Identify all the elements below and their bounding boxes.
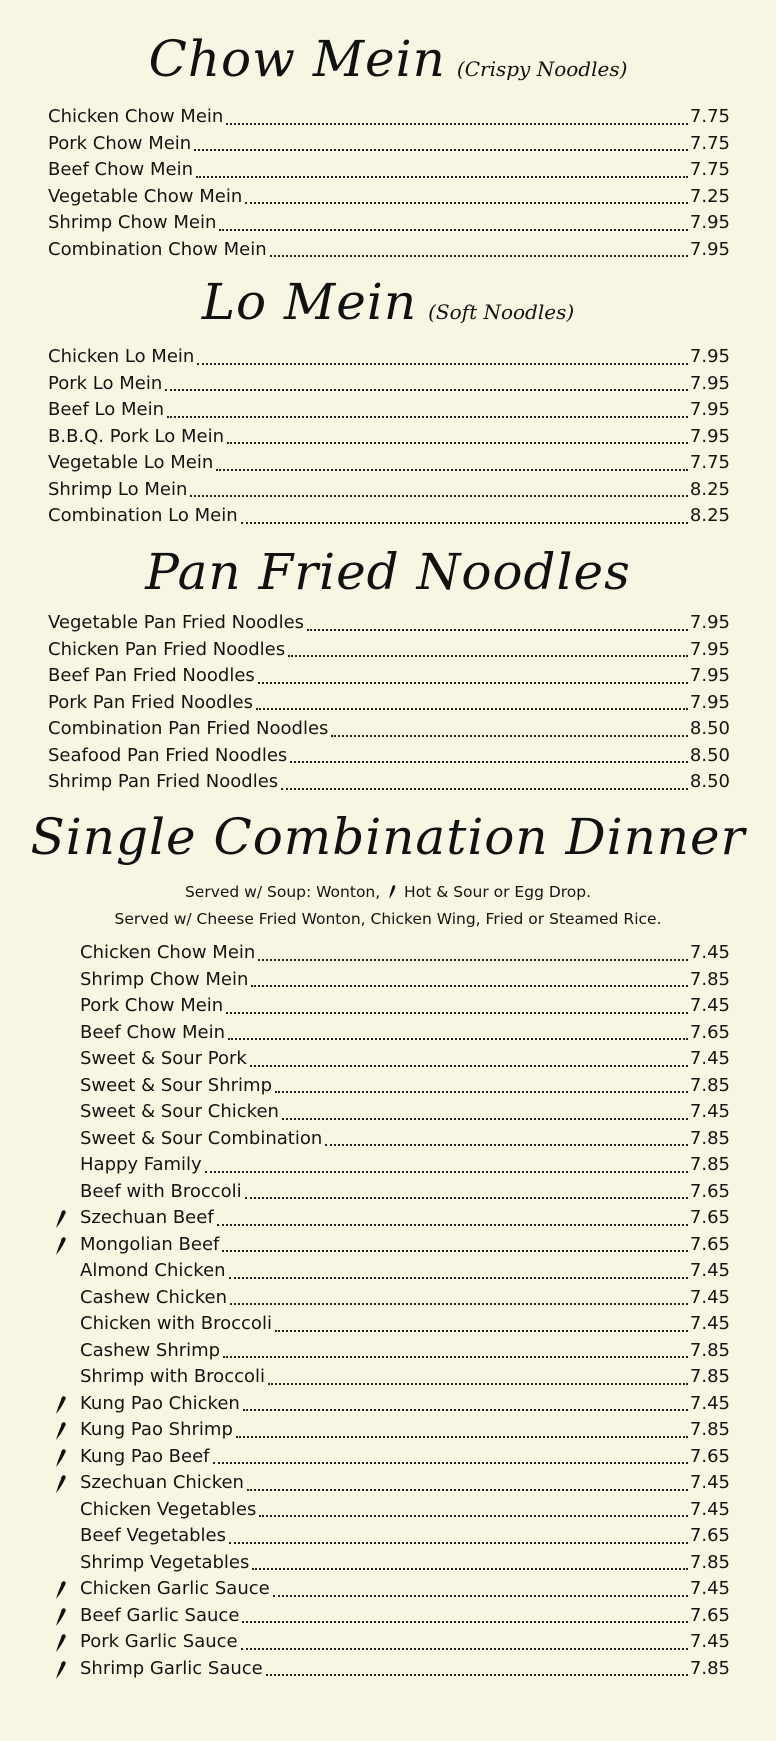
dot-leader — [213, 1462, 688, 1464]
menu-item-name: Combination Lo Mein — [48, 505, 238, 526]
dot-leader — [226, 1012, 688, 1014]
menu-item — [80, 1205, 730, 1232]
menu-item-price: 7.65 — [689, 1207, 730, 1228]
menu-item-name: Cashew Shrimp — [80, 1339, 221, 1361]
menu-item — [48, 743, 730, 770]
menu-item-price: 7.45 — [689, 1472, 730, 1493]
menu-item — [48, 131, 730, 158]
menu-item-price: 7.45 — [689, 995, 730, 1016]
dot-leader — [256, 708, 688, 710]
menu-item — [80, 1523, 730, 1550]
menu-item — [80, 1364, 730, 1391]
menu-item — [80, 1232, 730, 1259]
menu-item-name: Shrimp Lo Mein — [48, 478, 188, 500]
menu-item-price: 7.45 — [689, 1286, 730, 1308]
menu-item-price: 7.65 — [689, 1445, 730, 1467]
menu-item-price: 7.45 — [689, 1313, 730, 1334]
dot-leader — [217, 1224, 688, 1226]
menu-item-name: Chicken Chow Mein — [48, 106, 224, 127]
dot-leader — [222, 1250, 688, 1252]
menu-item-name: Mongolian Beef — [80, 1233, 220, 1255]
single-combo-list — [80, 940, 730, 1682]
lo-mein-list — [48, 344, 730, 530]
dot-leader — [229, 1542, 688, 1544]
menu-item-price: 7.95 — [689, 346, 730, 367]
menu-item — [80, 1311, 730, 1338]
dot-leader — [250, 1065, 688, 1067]
menu-item-price: 7.85 — [689, 1154, 730, 1175]
menu-item-name: Chicken with Broccoli — [80, 1313, 272, 1334]
dot-leader — [243, 1409, 688, 1411]
menu-item-name: Shrimp with Broccoli — [80, 1366, 266, 1387]
menu-item-price: 7.85 — [689, 1339, 730, 1361]
dot-leader — [275, 1330, 688, 1332]
menu-item-price: 7.95 — [689, 399, 730, 420]
menu-item — [48, 477, 730, 504]
section-title: Chow Mein — [148, 30, 446, 88]
menu-item-price: 7.45 — [689, 1578, 730, 1599]
menu-item-name: Shrimp Garlic Sauce — [80, 1657, 263, 1679]
lo-mein-heading — [0, 273, 776, 331]
dot-leader — [230, 1303, 688, 1305]
menu-item-name: Vegetable Lo Mein — [48, 452, 214, 473]
menu-item-price: 7.95 — [689, 612, 730, 633]
menu-item-price: 8.25 — [689, 478, 730, 500]
menu-item-name: Vegetable Pan Fried Noodles — [48, 612, 305, 633]
menu-item-price: 7.75 — [689, 132, 730, 154]
menu-item-name: Cashew Chicken — [80, 1286, 228, 1308]
dot-leader — [223, 1356, 688, 1358]
menu-item — [48, 690, 730, 717]
menu-item-name: Kung Pao Shrimp — [80, 1419, 233, 1440]
menu-item — [48, 237, 730, 264]
menu-item-price: 7.75 — [689, 106, 730, 127]
menu-item — [80, 1126, 730, 1153]
menu-item — [48, 663, 730, 690]
menu-item — [80, 1656, 730, 1683]
menu-item — [80, 1629, 730, 1656]
menu-item-name: Chicken Chow Mein — [80, 942, 256, 963]
dot-leader — [266, 1674, 688, 1676]
chili-pepper-icon — [54, 1237, 68, 1255]
dot-leader — [258, 959, 688, 961]
menu-item-price: 7.85 — [689, 1366, 730, 1387]
menu-item-name: Vegetable Chow Mein — [48, 185, 243, 207]
menu-item-price: 7.45 — [689, 1048, 730, 1069]
dot-leader — [236, 1436, 688, 1438]
dot-leader — [281, 788, 688, 790]
dot-leader — [251, 985, 688, 987]
menu-item-name: Chicken Pan Fried Noodles — [48, 638, 286, 660]
menu-item-name: Combination Pan Fried Noodles — [48, 718, 329, 739]
menu-item-name: Seafood Pan Fried Noodles — [48, 744, 288, 766]
chili-pepper-icon — [54, 1210, 68, 1228]
menu-item — [80, 1391, 730, 1418]
menu-item-name: B.B.Q. Pork Lo Mein — [48, 425, 224, 447]
chili-pepper-icon — [54, 1422, 68, 1440]
menu-item-name: Chicken Lo Mein — [48, 346, 195, 367]
dot-leader — [259, 1515, 688, 1517]
menu-item-name: Beef Chow Mein — [48, 159, 194, 180]
menu-item — [48, 397, 730, 424]
dot-leader — [288, 655, 688, 657]
menu-item-price: 7.95 — [689, 372, 730, 394]
menu-item-name: Kung Pao Beef — [80, 1445, 210, 1467]
menu-item-name: Combination Chow Mein — [48, 238, 267, 260]
menu-item-name: Almond Chicken — [80, 1260, 226, 1281]
section-subtitle: (Soft Noodles) — [428, 300, 575, 324]
single-combo-heading — [0, 808, 776, 866]
dot-leader — [241, 522, 688, 524]
menu-item — [80, 1444, 730, 1471]
sides-note: Served w/ Cheese Fried Wonton, Chicken Wing, Fried or Steamed Rice. — [114, 910, 662, 928]
menu-item-name: Sweet & Sour Pork — [80, 1048, 247, 1069]
menu-item — [48, 450, 730, 477]
menu-item — [80, 993, 730, 1020]
menu-item-price: 7.85 — [689, 1419, 730, 1440]
dot-leader — [196, 176, 688, 178]
chili-pepper-icon — [387, 885, 397, 899]
menu-item-name: Pork Lo Mein — [48, 372, 163, 394]
dot-leader — [282, 1118, 688, 1120]
menu-item — [80, 1152, 730, 1179]
menu-item-name: Pork Chow Mein — [80, 995, 224, 1016]
menu-item-name: Sweet & Sour Chicken — [80, 1101, 279, 1122]
menu-item-name: Beef Lo Mein — [48, 399, 165, 420]
chow-mein-heading — [0, 30, 776, 88]
chili-pepper-icon — [54, 1449, 68, 1467]
pan-fried-heading — [0, 543, 776, 601]
menu-item — [48, 424, 730, 451]
chow-mein-list — [48, 104, 730, 263]
menu-item — [80, 1179, 730, 1206]
menu-item-price: 7.95 — [689, 238, 730, 260]
menu-item — [80, 1417, 730, 1444]
menu-item — [80, 1073, 730, 1100]
menu-item-price: 7.65 — [689, 1604, 730, 1626]
menu-item — [80, 1046, 730, 1073]
chili-pepper-icon — [54, 1661, 68, 1679]
menu-item-price: 7.45 — [689, 1392, 730, 1414]
menu-item-price: 7.65 — [689, 1525, 730, 1546]
menu-item-price: 7.85 — [689, 968, 730, 990]
dot-leader — [229, 1277, 688, 1279]
menu-item-name: Pork Garlic Sauce — [80, 1631, 238, 1652]
menu-item — [80, 1099, 730, 1126]
menu-item-name: Chicken Vegetables — [80, 1498, 257, 1520]
menu-item-name: Kung Pao Chicken — [80, 1392, 240, 1414]
menu-item-name: Pork Pan Fried Noodles — [48, 691, 254, 713]
menu-item-price: 7.65 — [689, 1021, 730, 1043]
dot-leader — [165, 389, 688, 391]
menu-item-name: Happy Family — [80, 1154, 202, 1175]
menu-item — [48, 344, 730, 371]
menu-item-price: 7.45 — [689, 1631, 730, 1652]
chili-pepper-icon — [54, 1475, 68, 1493]
menu-item-price: 7.75 — [689, 159, 730, 180]
menu-item — [48, 104, 730, 131]
menu-item-price: 8.50 — [689, 771, 730, 792]
section-title: Single Combination Dinner — [30, 808, 746, 866]
menu-item-price: 7.85 — [689, 1657, 730, 1679]
dot-leader — [245, 1197, 688, 1199]
menu-item-price: 8.50 — [689, 744, 730, 766]
menu-item-name: Beef with Broccoli — [80, 1180, 242, 1202]
section-subtitle: (Crispy Noodles) — [456, 57, 628, 81]
dot-leader — [194, 149, 688, 151]
dot-leader — [275, 1091, 688, 1093]
chili-pepper-icon — [54, 1396, 68, 1414]
menu-item-name: Pork Chow Mein — [48, 132, 192, 154]
menu-item-price: 7.25 — [689, 185, 730, 207]
menu-item — [80, 1258, 730, 1285]
menu-item-price: 7.95 — [689, 638, 730, 660]
menu-item — [80, 1470, 730, 1497]
dot-leader — [228, 1038, 688, 1040]
section-title: Pan Fried Noodles — [145, 543, 631, 601]
menu-item-price: 7.85 — [689, 1074, 730, 1096]
dot-leader — [216, 469, 688, 471]
dot-leader — [245, 202, 688, 204]
menu-item — [80, 1020, 730, 1047]
dot-leader — [247, 1489, 688, 1491]
menu-item — [80, 1338, 730, 1365]
menu-item — [48, 610, 730, 637]
menu-item-price: 7.45 — [689, 942, 730, 963]
dot-leader — [197, 363, 688, 365]
soup-note-part2: Hot & Sour or Egg Drop. — [404, 883, 592, 901]
menu-item-price: 7.95 — [689, 425, 730, 447]
menu-item — [48, 637, 730, 664]
menu-item — [80, 1550, 730, 1577]
menu-item-name: Szechuan Chicken — [80, 1472, 244, 1493]
menu-item-name: Sweet & Sour Combination — [80, 1127, 323, 1149]
menu-item-price: 8.25 — [689, 505, 730, 526]
dot-leader — [242, 1621, 688, 1623]
pan-fried-list — [48, 610, 730, 796]
menu-item-price: 7.45 — [689, 1498, 730, 1520]
menu-item-name: Shrimp Chow Mein — [48, 212, 217, 233]
menu-item — [80, 1603, 730, 1630]
dot-leader — [290, 761, 688, 763]
menu-item — [48, 716, 730, 743]
dot-leader — [219, 229, 688, 231]
menu-item-price: 7.65 — [689, 1233, 730, 1255]
dot-leader — [307, 629, 688, 631]
dot-leader — [268, 1383, 688, 1385]
dot-leader — [273, 1595, 688, 1597]
menu-item — [48, 503, 730, 530]
menu-item-price: 7.65 — [689, 1180, 730, 1202]
menu-item-name: Beef Pan Fried Noodles — [48, 665, 255, 686]
menu-item-name: Shrimp Chow Mein — [80, 968, 249, 990]
soup-note-part1: Served w/ Soup: Wonton, — [184, 883, 381, 901]
dot-leader — [190, 495, 688, 497]
dot-leader — [167, 416, 688, 418]
dot-leader — [331, 735, 687, 737]
dot-leader — [252, 1568, 688, 1570]
menu-item-name: Shrimp Pan Fried Noodles — [48, 771, 279, 792]
menu-item-name: Chicken Garlic Sauce — [80, 1578, 270, 1599]
menu-item-name: Beef Garlic Sauce — [80, 1604, 240, 1626]
menu-item-price: 7.95 — [689, 665, 730, 686]
menu-item-price: 7.95 — [689, 212, 730, 233]
menu-item-name: Szechuan Beef — [80, 1207, 214, 1228]
chili-pepper-icon — [54, 1581, 68, 1599]
menu-item-name: Beef Chow Mein — [80, 1021, 226, 1043]
menu-item — [80, 967, 730, 994]
menu-item — [80, 1497, 730, 1524]
menu-item-price: 7.95 — [689, 691, 730, 713]
chili-pepper-icon — [54, 1634, 68, 1652]
menu-item-price: 7.85 — [689, 1127, 730, 1149]
dot-leader — [325, 1144, 688, 1146]
menu-item — [48, 769, 730, 796]
dot-leader — [205, 1171, 688, 1173]
dot-leader — [227, 442, 688, 444]
menu-item-price: 7.75 — [689, 452, 730, 473]
chili-pepper-icon — [54, 1608, 68, 1626]
menu-item — [80, 1576, 730, 1603]
dot-leader — [258, 682, 688, 684]
menu-item-name: Sweet & Sour Shrimp — [80, 1074, 272, 1096]
menu-item — [48, 157, 730, 184]
menu-item — [48, 210, 730, 237]
menu-item-name: Shrimp Vegetables — [80, 1551, 250, 1573]
menu-item — [48, 184, 730, 211]
menu-item-price: 7.45 — [689, 1101, 730, 1122]
menu-item-name: Beef Vegetables — [80, 1525, 227, 1546]
dot-leader — [226, 123, 688, 125]
menu-item-price: 8.50 — [689, 718, 730, 739]
menu-item-price: 7.45 — [689, 1260, 730, 1281]
menu-item — [80, 1285, 730, 1312]
dot-leader — [270, 255, 688, 257]
menu-item — [80, 940, 730, 967]
menu-item-price: 7.85 — [689, 1551, 730, 1573]
dot-leader — [241, 1648, 688, 1650]
soup-note — [0, 883, 776, 901]
menu-item — [48, 371, 730, 398]
section-title: Lo Mein — [201, 273, 418, 331]
